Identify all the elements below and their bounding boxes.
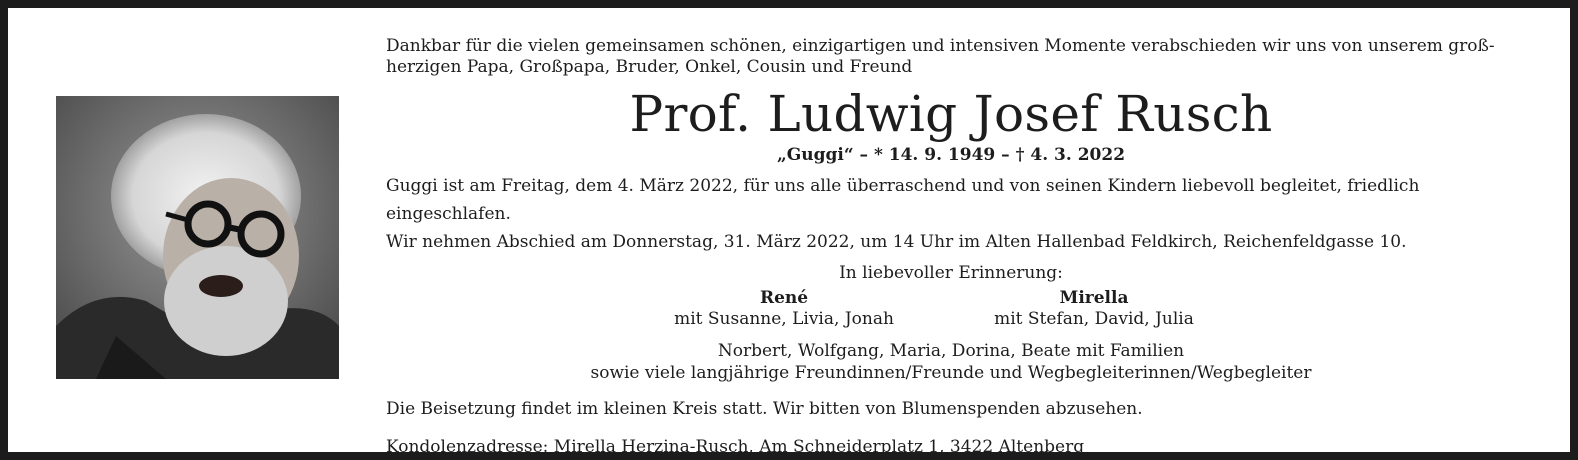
deceased-name: Prof. Ludwig Josef Rusch — [629, 85, 1273, 143]
children-list — [654, 288, 1224, 330]
burial-note: Die Beisetzung findet im kleinen Kreis statt. Wir bitten von Blumenspenden abzusehen. — [386, 399, 1143, 419]
friends-text: sowie viele langjährige Freundinnen/Freunde und Wegbegleiterinnen/Wegbegleiter — [590, 363, 1312, 383]
child-entry — [654, 288, 914, 330]
child-name: René — [759, 288, 809, 308]
passing-text: Guggi ist am Freitag, dem 4. März 2022, für uns alle überraschend und von seinen Kindern liebevoll begleitet, friedlich eingeschlafen. — [386, 176, 1420, 224]
life-dates: „Guggi“ – * 14. 9. 1949 – † 4. 3. 2022 — [776, 145, 1126, 165]
relatives-text: Norbert, Wolfgang, Maria, Dorina, Beate mit Familien — [717, 341, 1185, 361]
intro-line-1: Dankbar für die vielen gemeinsamen schönen, einzigartigen und intensiven Momente verabschieden wir uns von unserem groß- — [386, 36, 1495, 56]
child-family: mit Susanne, Livia, Jonah — [674, 309, 894, 329]
child-entry — [964, 288, 1224, 330]
child-name: Mirella — [1059, 288, 1129, 308]
condolence-address: Kondolenzadresse: Mirella Herzina-Rusch, Am Schneiderplatz 1, 3422 Altenberg — [386, 437, 1085, 457]
portrait-photo — [56, 96, 339, 379]
intro-line-2: herzigen Papa, Großpapa, Bruder, Onkel, Cousin und Freund — [386, 57, 913, 77]
child-family: mit Stefan, David, Julia — [994, 309, 1194, 329]
farewell-text: Wir nehmen Abschied am Donnerstag, 31. März 2022, um 14 Uhr im Alten Hallenbad Feldkirch, Reichenfeldgasse 10. — [386, 232, 1407, 252]
portrait-image — [56, 96, 339, 379]
memory-heading: In liebevoller Erinnerung: — [839, 263, 1063, 283]
relatives-block — [386, 340, 1516, 384]
intro-text — [386, 36, 1516, 78]
obituary-text — [386, 36, 1516, 458]
